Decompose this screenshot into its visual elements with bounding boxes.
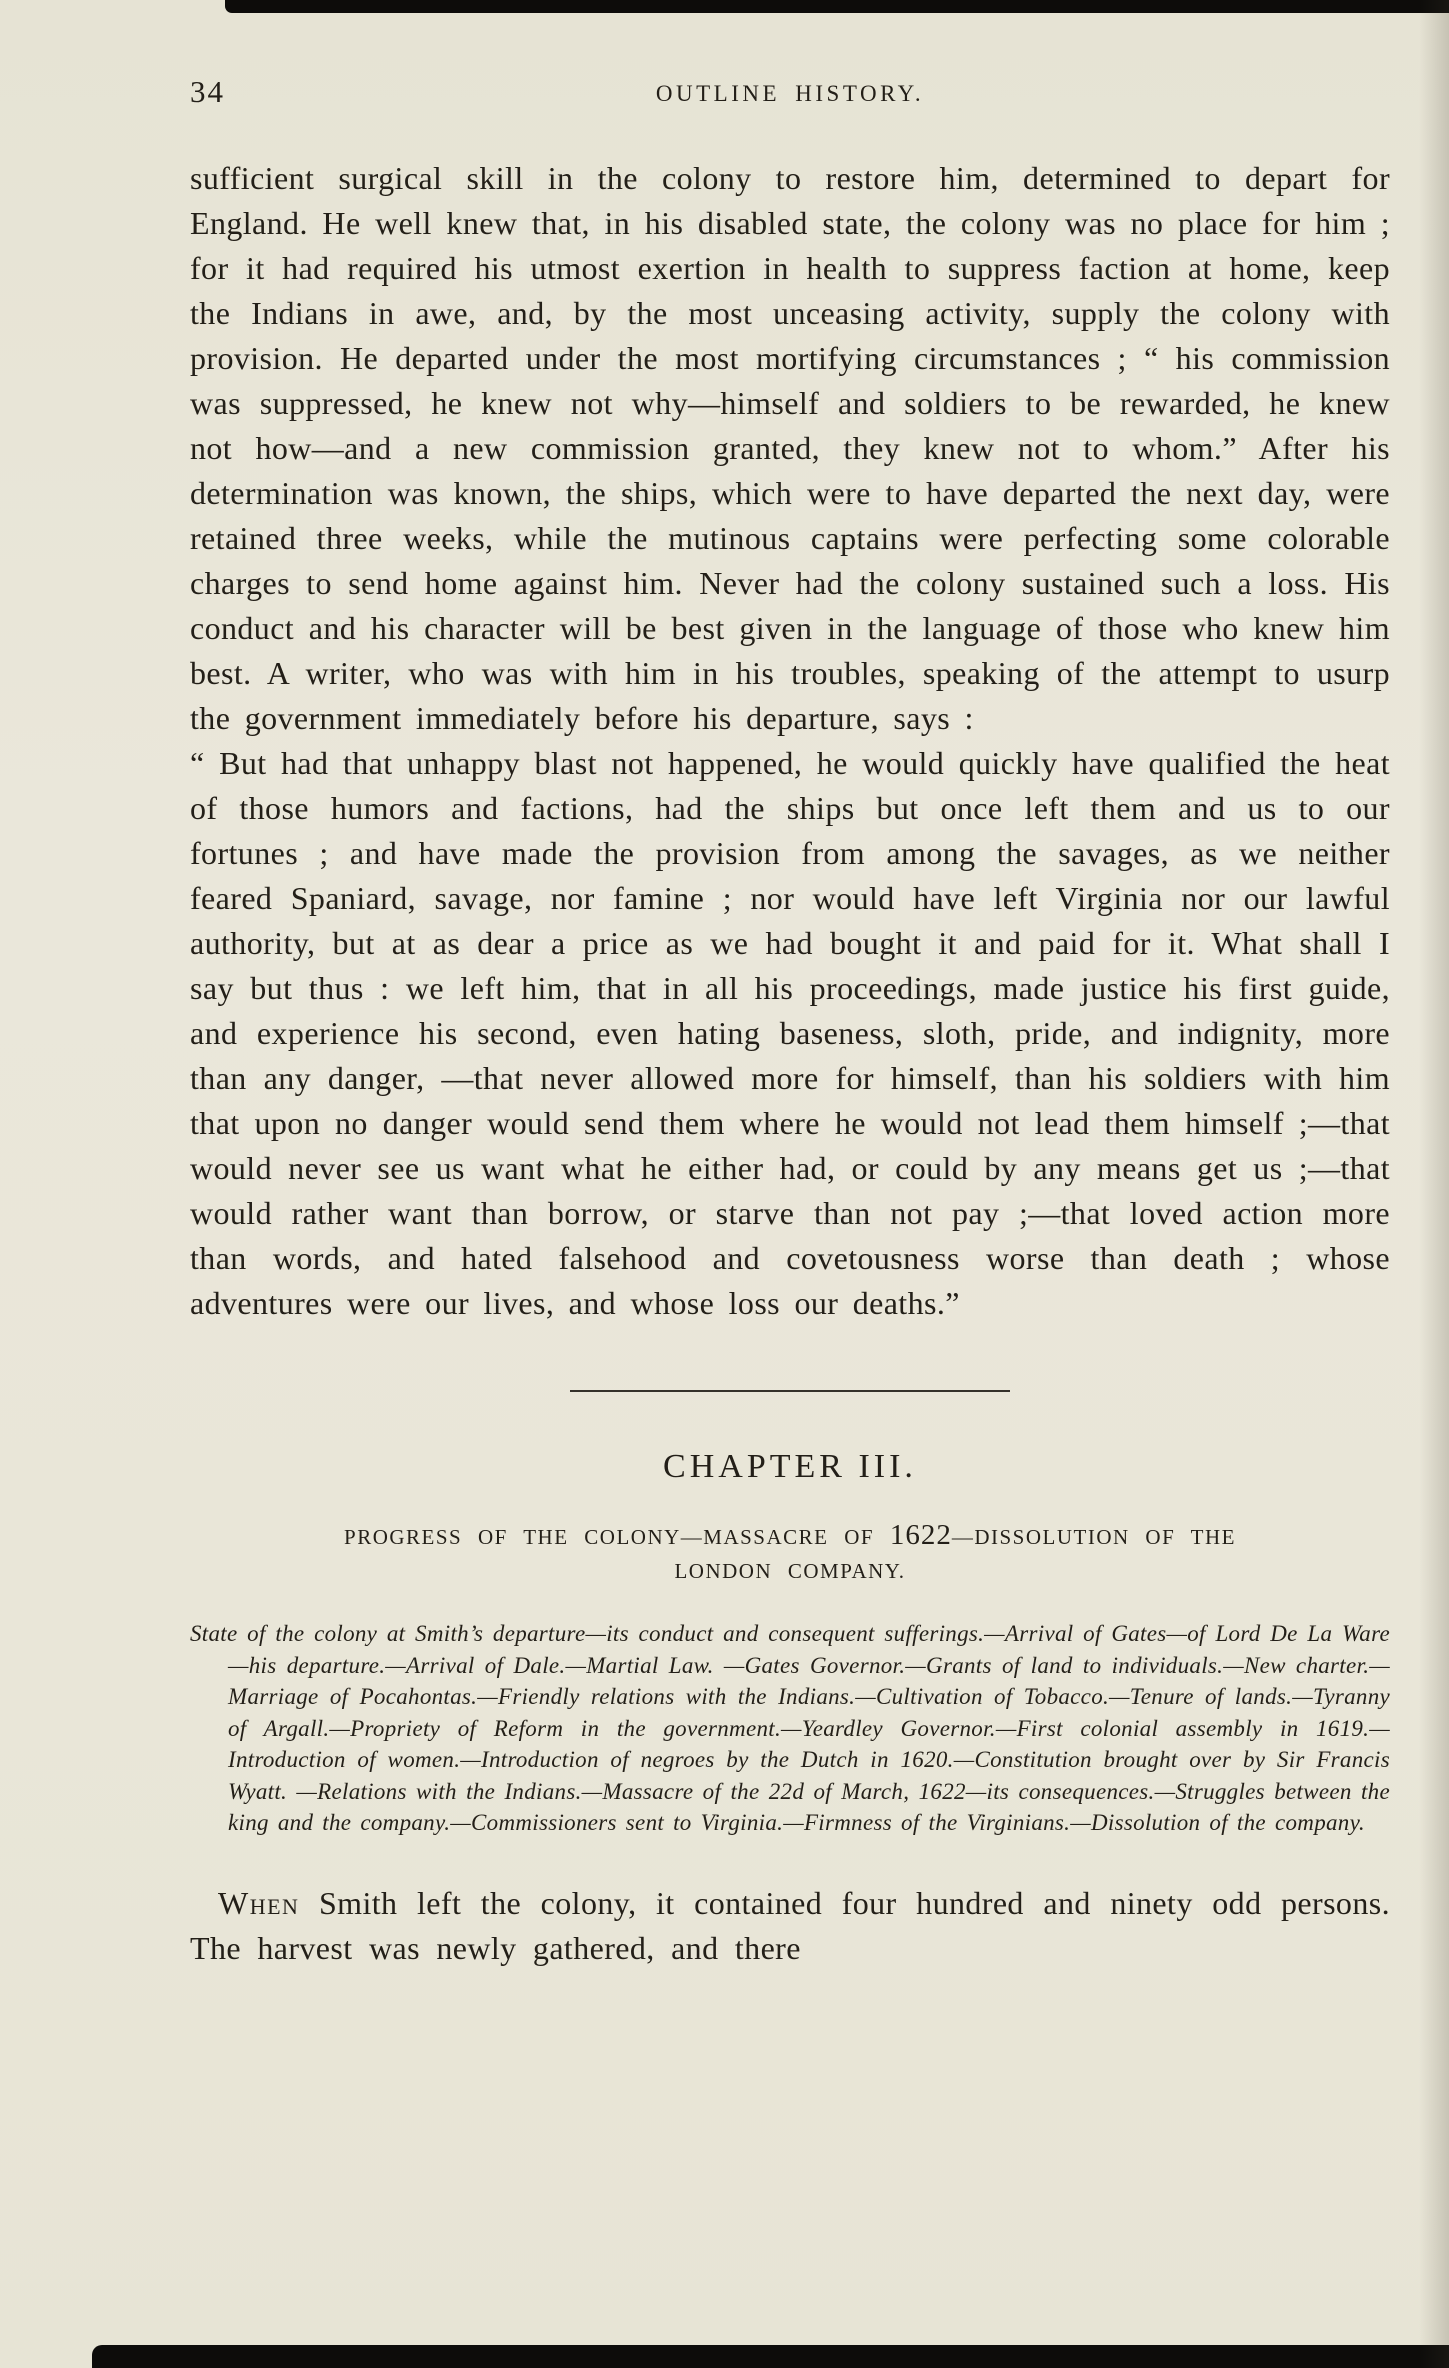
scan-artifact-top-bar <box>225 0 1449 13</box>
paragraph-opening <box>190 1881 1390 1971</box>
paragraph-opening-rest: Smith left the colony, it contained four hundred and ninety odd persons. The harvest was newly gathered, and there <box>190 1884 1390 1966</box>
chapter-heading: CHAPTER III. <box>663 1448 917 1485</box>
paragraph-continuation: sufficient surgical skill in the colony to restore him, determined to depart for England. He well knew that, in his disabled state, the colony was no place for him ; for it had required his utmost exertion in health to suppress faction at home, keep the Indians in awe, and, by the most unceasing activity, supply the colony with provision. He departed under the most mortifying circumstances ; “ his commission was suppressed, he knew not why—himself and soldiers to be rewarded, he knew not how—and a new commission granted, they knew not to whom.” After his determination was known, the ships, which were to have departed the next day, were retained three weeks, while the mutinous captains were perfecting some colorable charges to send home against him. Never had the colony sustained such a loss. His conduct and his character will be best given in the language of those who knew him best. A writer, who was with him in his troubles, speaking of the attempt to usurp the government immediately before his departure, says : <box>190 160 1390 736</box>
chapter-subtitle-part-b: —DISSOLUTION OF THE <box>951 1525 1236 1549</box>
page-header <box>190 74 1390 122</box>
chapter-subtitle-line2: LONDON COMPANY. <box>674 1559 906 1583</box>
page-number: 34 <box>190 74 225 109</box>
scan-artifact-bottom-bar <box>92 2345 1449 2368</box>
lead-word-smallcaps: When <box>218 1884 300 1921</box>
paragraph-quotation: “ But had that unhappy blast not happened, he would quickly have qualified the heat of those humors and factions, had the ships but once left them and us to our fortunes ; and have made the provision from among the savages, as we neither feared Spaniard, savage, nor famine ; nor would have left Virginia nor our lawful authority, but at as dear a price as we had bought it and paid for it. What shall I say but thus : we left him, that in all his proceedings, made justice his first guide, and experience his second, even hating baseness, sloth, pride, and indignity, more than any danger, —that never allowed more for himself, than his soldiers with him that upon no danger would send them where he would not lead them himself ;—that would never see us want what he either had, or could by any means get us ;—that would rather want than borrow, or starve than not pay ;—that loved action more than words, and hated falsehood and covetousness worse than death ; whose adventures were our lives, and whose loss our deaths.” <box>190 745 1390 1321</box>
chapter-subtitle-part-a: PROGRESS OF THE COLONY—MASSACRE OF <box>344 1525 875 1549</box>
page-body <box>190 156 1390 1971</box>
chapter-subtitle <box>190 1518 1390 1588</box>
chapter-summary: State of the colony at Smith’s departure—its conduct and consequent sufferings.—Arrival of Gates—of Lord De La Ware—his departure.—Arrival of Dale.—Martial Law. —Gates Governor.—Grants of land to individuals.—New charter.—Marriage of Pocahontas.—Friendly relations with the Indians.—Cultivation of Tobacco.—Tenure of lands.—Tyranny of Argall.—Propriety of Reform in the government.—Yeardley Governor.—First colonial assembly in 1619.—Introduction of women.—Introduction of negroes by the Dutch in 1620.—Constitution brought over by Sir Francis Wyatt. —Relations with the Indians.—Massacre of the 22d of March, 1622—its consequences.—Struggles between the king and the company.—Commissioners sent to Virginia.—Firmness of the Virginians.—Dissolution of the company. <box>190 1621 1390 1835</box>
running-head: OUTLINE HISTORY. <box>655 81 925 106</box>
section-divider-rule <box>570 1390 1010 1392</box>
chapter-subtitle-year: 1622 <box>889 1519 952 1551</box>
page-content <box>190 74 1390 1971</box>
